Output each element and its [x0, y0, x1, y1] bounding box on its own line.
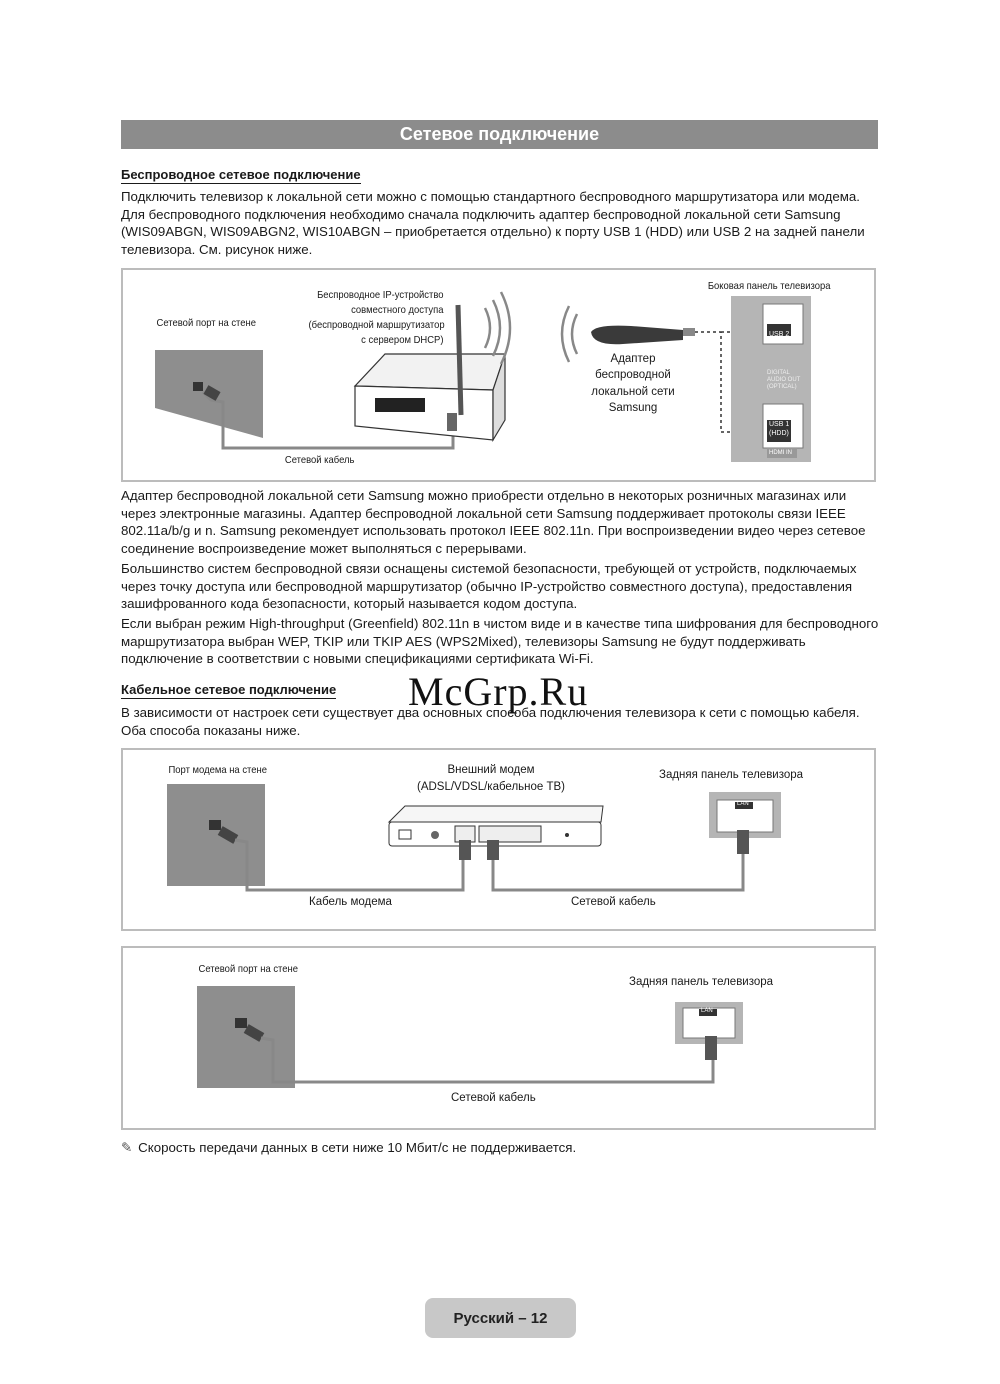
wireless-para-3: Если выбран режим High-throughput (Greenfield) 802.11n в чистом виде и в качестве типа шифрования для беспроводного маршрутизатора выбран WEP, TKIP или TKIP AES (WPS2Mixed), телевизоры Samsung не будут поддерживать подключение в соответствии с новыми спецификациями сертификата Wi-Fi. [121, 616, 879, 666]
label-adapter-1: Адаптер [610, 353, 656, 365]
label-router-2: совместного доступа [351, 304, 444, 316]
label-adapter-3: локальной сети [591, 386, 675, 398]
wired-heading: Кабельное сетевое подключение [121, 682, 337, 697]
label-hdmi: HDMI IN [769, 450, 792, 456]
watermark: McGrp.Ru [408, 669, 589, 714]
modem-lan-ports [479, 826, 541, 842]
modem-plug-1 [459, 840, 471, 860]
wireless-para-1: Адаптер беспроводной локальной сети Samsung можно приобрести отдельно в некоторых розничных магазинах или через электронные магазины. Адаптер беспроводной локальной сети Samsung поддерживает протоколы связи IEEE 802.11a/b/g и n. Samsung рекомендует использовать протокол IEEE 802.11n. При воспроизведении видео через сетевое соединение воспроизведение может выполняться с перерывами. [121, 488, 866, 556]
label-modem-port: Порт модема на стене [168, 764, 267, 776]
label-net-cable: Сетевой кабель [451, 1092, 536, 1104]
wall-panel [167, 784, 265, 886]
label-adapter-4: Samsung [608, 402, 658, 414]
label-modem-cable: Кабель модема [309, 896, 392, 908]
wireless-heading: Беспроводное сетевое подключение [121, 167, 361, 182]
label-modem-2: (ADSL/VDSL/кабельное ТВ) [416, 781, 566, 793]
wired-intro: В зависимости от настроек сети существует два основных способа подключения телевизора к сети с помощью кабеля. Оба способа показаны ниже. [121, 705, 860, 738]
label-router-3: (беспроводной маршрутизатор [308, 319, 445, 331]
wireless-intro: Подключить телевизор к локальной сети можно с помощью стандартного беспроводного маршрутизатора или модема. Для беспроводного подключения необходимо сначала подключить адаптер беспроводной локальной сети Samsung (WIS09ABGN, WIS09ABGN2, WIS10ABGN – приобретается отдельно) к порту USB 1 (HDD) или USB 2 на задней панели телевизора. См. рисунок ниже. [121, 189, 865, 257]
wired-diagram-2 [121, 946, 876, 1130]
wall-socket [235, 1018, 247, 1028]
wired-diagram-1 [121, 748, 876, 931]
label-digital-2: AUDIO OUT [767, 377, 801, 383]
modem-button [431, 831, 439, 839]
modem-cable-line [235, 840, 463, 890]
label-tv-back: Задняя панель телевизора [629, 976, 774, 988]
note [121, 1140, 576, 1156]
router-wifi-waves [485, 292, 510, 364]
network-cable-line [493, 850, 743, 890]
router-front [355, 386, 493, 440]
router-ports [375, 398, 425, 412]
wall-panel [197, 986, 295, 1088]
page-title: Сетевое подключение [121, 120, 878, 149]
modem-wan-port [455, 826, 475, 842]
wireless-para-2: Большинство систем беспроводной связи оснащены системой безопасности, требующей от устройств, подключаемых через точку доступа или беспроводной маршрутизатор (обычно IP-устройство совместного доступа), предоставления зашифрованного кода безопасности, который называется кодом доступа. [121, 561, 857, 611]
label-lan: LAN [701, 1008, 713, 1014]
router-plug [447, 413, 457, 431]
modem-top [389, 806, 603, 822]
pencil-icon: ✎ [121, 1140, 133, 1155]
label-router-4: с сервером DHCP) [361, 334, 444, 346]
label-wall-port: Сетевой порт на стене [198, 963, 299, 975]
router-antenna [458, 305, 461, 415]
label-tv-back: Задняя панель телевизора [659, 769, 804, 781]
label-usb2: USB 2 [769, 331, 790, 338]
tv-lan-plug [737, 830, 749, 854]
page-number: Русский – 12 [425, 1298, 576, 1338]
network-cable-line [261, 1038, 713, 1082]
adapter-dongle [591, 326, 683, 345]
adapter-wifi-waves [562, 306, 577, 362]
modem-plug-2 [487, 840, 499, 860]
label-modem-1: Внешний модем [447, 764, 535, 776]
label-digital-1: DIGITAL [767, 370, 790, 376]
label-net-cable: Сетевой кабель [571, 896, 656, 908]
label-lan: LAN [737, 801, 749, 807]
modem-led [565, 833, 569, 837]
label-digital-3: (OPTICAL) [767, 384, 797, 390]
adapter-connector [683, 328, 695, 336]
modem-wall-socket [209, 820, 221, 830]
wireless-diagram [121, 268, 876, 482]
wall-socket [193, 382, 203, 391]
label-wall-port: Сетевой порт на стене [156, 317, 257, 329]
label-router-1: Беспроводное IP-устройство [317, 289, 444, 301]
label-cable: Сетевой кабель [284, 454, 355, 466]
note-text: Скорость передачи данных в сети ниже 10 Мбит/с не поддерживается. [138, 1140, 577, 1155]
label-side-panel: Боковая панель телевизора [707, 280, 831, 292]
label-usb1: USB 1 [769, 421, 790, 428]
tv-lan-plug [705, 1036, 717, 1060]
router-top [355, 354, 505, 390]
label-adapter-2: беспроводной [595, 369, 671, 381]
label-hdd: (HDD) [769, 430, 789, 437]
wireless-diagram-art [123, 270, 878, 484]
modem-power [399, 830, 411, 839]
